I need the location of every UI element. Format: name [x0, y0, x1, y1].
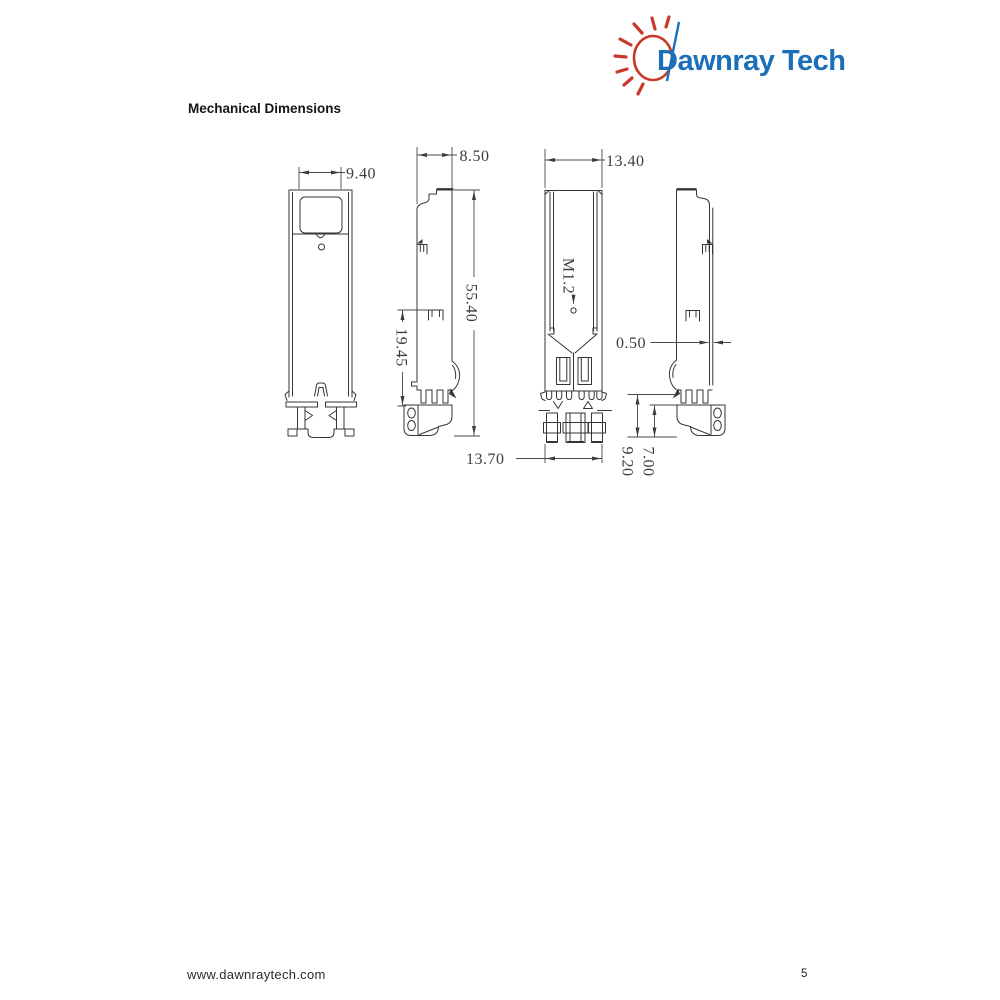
- dim-13-70: 13.70: [466, 451, 505, 468]
- dim-m1-2: M1.2: [559, 257, 577, 295]
- view-bottom-drawing: [466, 149, 645, 468]
- dim-55-40: 55.40: [462, 283, 480, 323]
- side-clip-path: [417, 245, 427, 255]
- dim-920-lines: [628, 395, 678, 438]
- bail-ring: [714, 408, 722, 418]
- emi-slot-inner: [581, 358, 588, 382]
- side-clip-path: [703, 245, 713, 255]
- latch-lever-path: [669, 360, 676, 390]
- bail-ring: [408, 408, 416, 418]
- profile-path: [677, 190, 713, 403]
- dim-940-lines: [299, 167, 345, 189]
- page-number: 5: [801, 968, 808, 980]
- section-title: Mechanical Dimensions: [188, 101, 342, 116]
- bail-ring: [714, 421, 722, 431]
- tab: [592, 413, 603, 443]
- latch-boss-path: [315, 383, 328, 396]
- dim-9-20: 9.20: [618, 446, 636, 477]
- dim-8-50: 8.50: [459, 148, 490, 165]
- tab-inner: [570, 413, 581, 443]
- dim-0-50: 0.50: [616, 335, 646, 352]
- dim-13-40: 13.40: [606, 153, 645, 170]
- bail-ring: [408, 421, 416, 431]
- bottom-tabs: [544, 413, 606, 443]
- side-boss-path: [429, 310, 444, 320]
- dim-7-00: 7.00: [639, 446, 657, 477]
- dim-1370-lines: [516, 444, 602, 463]
- view-side-left-drawing: [393, 147, 490, 436]
- view-side-right-drawing: [616, 189, 731, 476]
- emi-slot: [557, 358, 571, 385]
- thread-hole: [571, 308, 576, 313]
- tab-band: [563, 423, 588, 434]
- screw-hole: [319, 244, 325, 250]
- dim-1340-lines: [545, 149, 605, 188]
- port-opening: [300, 197, 342, 233]
- tab: [566, 413, 585, 443]
- footer-url: www.dawnraytech.com: [187, 967, 326, 982]
- dim-700-lines: [650, 405, 678, 437]
- body-outline-path: [289, 190, 352, 397]
- pin-teeth-path: [539, 391, 612, 411]
- dim-850-lines: [417, 147, 457, 204]
- dim-9-40: 9.40: [346, 165, 376, 183]
- profile-path: [412, 190, 453, 403]
- side-boss-path: [686, 311, 700, 322]
- emi-slot: [578, 358, 592, 385]
- clip-flag: [417, 239, 423, 244]
- emi-slot-inner: [560, 358, 567, 382]
- logo-text: Dawnray Tech: [657, 45, 846, 77]
- dim-19-45: 19.45: [392, 328, 410, 367]
- bottom-bracket-path: [285, 391, 357, 438]
- tab: [547, 413, 558, 443]
- view-front-drawing: [285, 166, 376, 438]
- latch-lever-path: [452, 361, 460, 391]
